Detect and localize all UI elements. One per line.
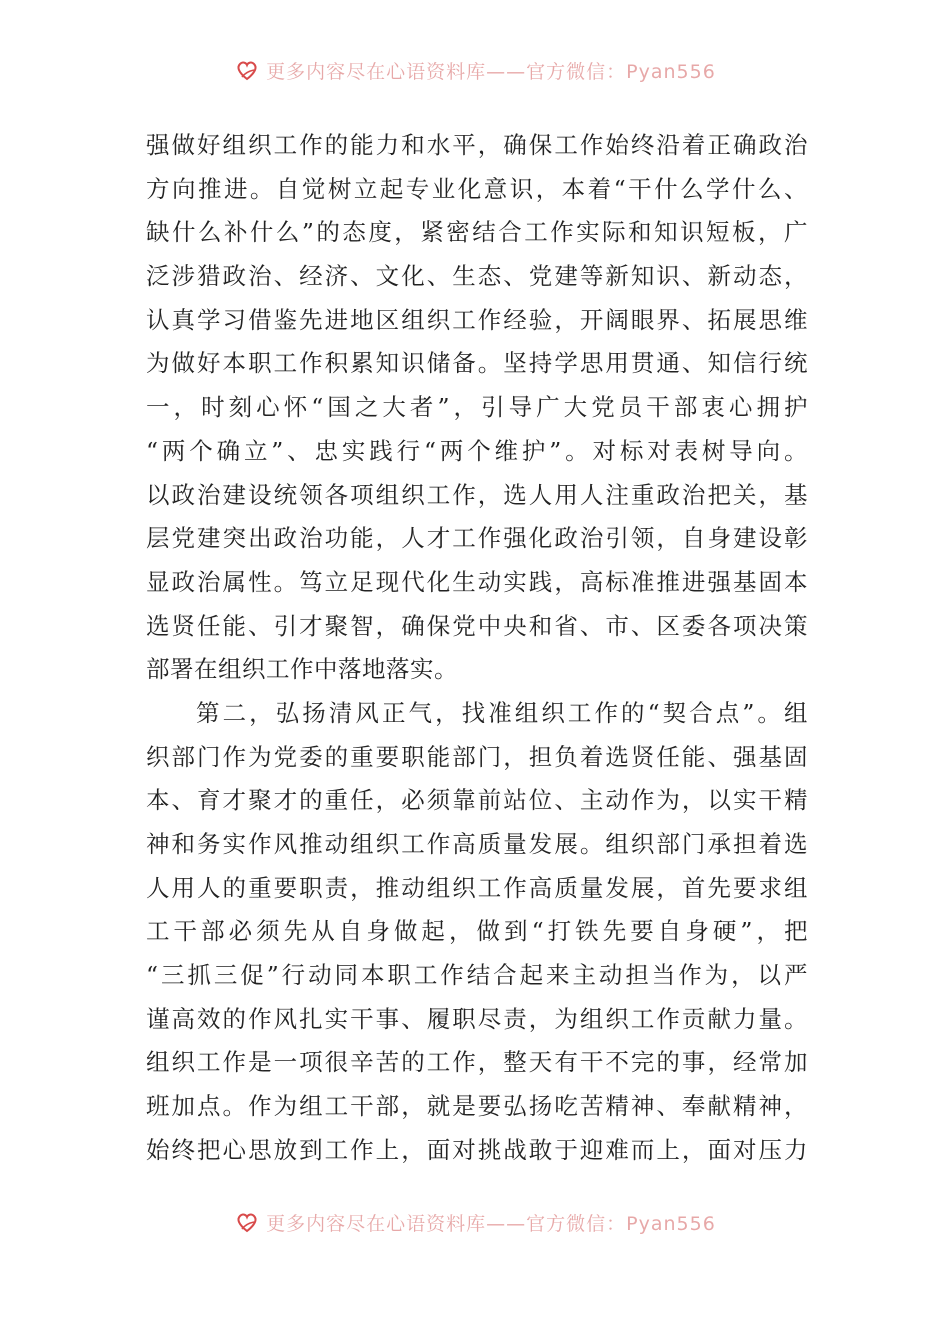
text-line: 一，时刻心怀“国之大者”，引导广大党员干部衷心拥护 [146,393,808,422]
text-line: 泛涉猎政治、经济、文化、生态、党建等新知识、新动态， [146,262,808,291]
footer-watermark [0,1202,950,1242]
text-line: 显政治属性。笃立足现代化生动实践，高标准推进强基固本 [146,567,808,596]
heart-logo-icon [234,57,260,83]
text-line: 工干部必须先从自身做起，做到“打铁先要自身硬”，把 [146,917,808,946]
document-body [146,124,808,1173]
text-line: 选贤任能、引才聚智，确保党中央和省、市、区委各项决策 [146,611,808,640]
text-line: 织部门作为党委的重要职能部门，担负着选贤任能、强基固 [146,742,808,771]
text-line: 神和务实作风推动组织工作高质量发展。组织部门承担着选 [146,830,808,858]
watermark-text: 更多内容尽在心语资料库——官方微信：Pyan556 [266,60,716,83]
text-line: 部署在组织工作中落地落实。 [146,655,458,684]
text-line: 第二，弘扬清风正气，找准组织工作的“契合点”。组 [196,698,808,727]
text-line: 始终把心思放到工作上，面对挑战敢于迎难而上，面对压力 [146,1135,808,1164]
heart-logo-icon [234,1209,260,1235]
text-line: 本、育才聚才的重任，必须靠前站位、主动作为，以实干精 [146,786,808,815]
text-line: “三抓三促”行动同本职工作结合起来主动担当作为，以严 [146,961,808,990]
paragraph [146,124,808,692]
text-line: 组织工作是一项很辛苦的工作，整天有干不完的事，经常加 [146,1048,808,1077]
text-line: 强做好组织工作的能力和水平，确保工作始终沿着正确政治 [146,131,808,159]
text-line: 方向推进。自觉树立起专业化意识，本着“干什么学什么、 [146,174,808,203]
text-line: 层党建突出政治功能，人才工作强化政治引领，自身建设彰 [146,524,808,553]
text-line: 班加点。作为组工干部，就是要弘扬吃苦精神、奉献精神， [146,1092,808,1121]
text-line: 谨高效的作风扎实干事、履职尽责，为组织工作贡献力量。 [146,1004,808,1033]
text-line: “两个确立”、忠实践行“两个维护”。对标对表树导向。 [146,436,808,465]
text-line: 人用人的重要职责，推动组织工作高质量发展，首先要求组 [146,873,808,902]
text-line: 认真学习借鉴先进地区组织工作经验，开阔眼界、拓展思维 [146,305,808,334]
text-line: 缺什么补什么”的态度，紧密结合工作实际和知识短板，广 [146,218,808,247]
watermark-text: 更多内容尽在心语资料库——官方微信：Pyan556 [266,1212,716,1235]
header-watermark [0,50,950,90]
text-line: 以政治建设统领各项组织工作，选人用人注重政治把关，基 [146,480,808,509]
text-line: 为做好本职工作积累知识储备。坚持学思用贯通、知信行统 [146,349,808,378]
paragraph [146,692,808,1173]
